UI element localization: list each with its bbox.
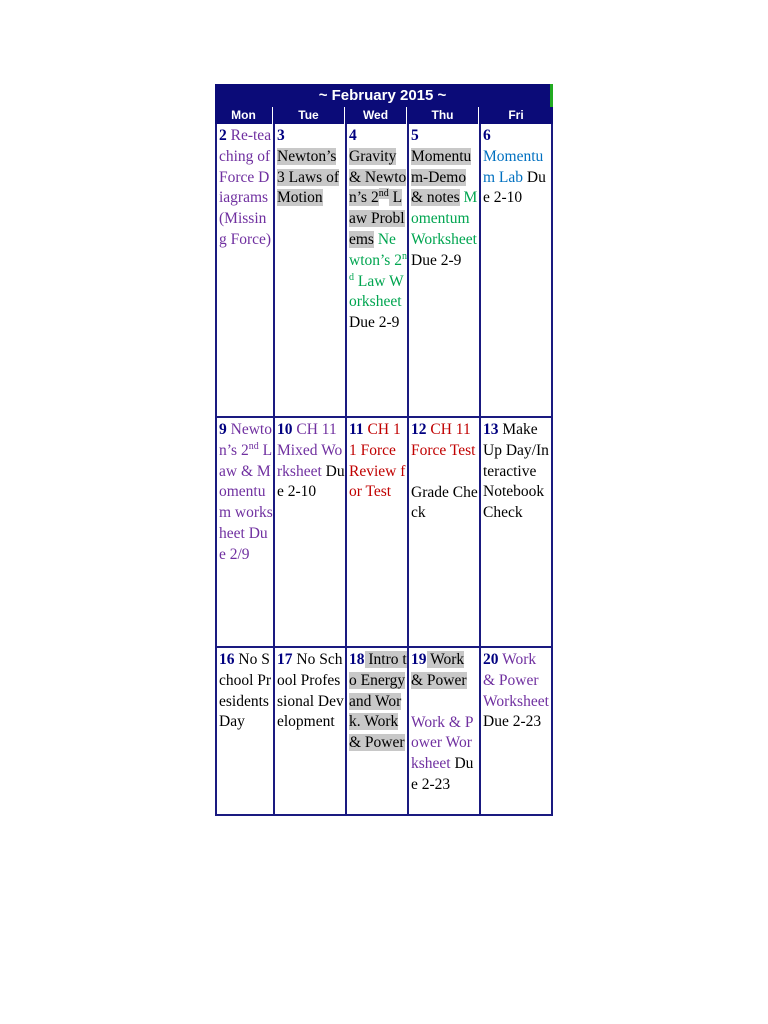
- day-cell-feb-20: [479, 648, 553, 814]
- week-row: [215, 418, 553, 648]
- event-text: Re-teaching of Force Diagrams (Missing Force): [219, 127, 272, 248]
- event-text: Gravity & Newton’s 2: [349, 147, 407, 207]
- event-text: Momentum Worksheet: [411, 189, 478, 248]
- day-cell-feb-12: [407, 418, 479, 646]
- event-text: Make Up Day/Interactive Notebook Check: [483, 421, 549, 522]
- weekday-thu: Thu: [407, 107, 479, 124]
- spacer: [411, 462, 479, 483]
- day-cell-feb-10: [273, 418, 345, 646]
- day-cell-feb-16: [215, 648, 273, 814]
- date-number: 17: [277, 651, 293, 668]
- event-text: Newton’s 3 Laws of Motion: [277, 147, 339, 207]
- day-cell-feb-3: [273, 124, 345, 416]
- date-number: 19: [411, 651, 427, 668]
- event-text: Law & Momentum worksheet Due 2/9: [219, 441, 273, 563]
- event-text: CH 11 Mixed Worksheet: [277, 421, 343, 480]
- day-cell-feb-18: [345, 648, 407, 814]
- spacer: [411, 692, 479, 713]
- calendar-title: ~ February 2015 ~: [215, 84, 553, 107]
- week-row: [215, 124, 553, 418]
- day-cell-feb-2: [215, 124, 273, 416]
- due-date-text: Due 2-10: [483, 168, 546, 207]
- date-number: 20: [483, 651, 499, 668]
- day-cell-feb-13: [479, 418, 553, 646]
- event-text: No School Professional Development: [277, 651, 344, 731]
- date-number: 12: [411, 421, 427, 438]
- event-text: Grade Check: [411, 483, 478, 522]
- date-number: 4: [349, 127, 357, 144]
- event-text: CH 11 Force Test: [411, 421, 476, 459]
- event-text: Work & Power Worksheet: [411, 713, 474, 773]
- day-cell-feb-4: [345, 124, 407, 416]
- due-date-text: Due 2-23: [483, 713, 542, 731]
- day-cell-feb-11: [345, 418, 407, 646]
- event-text: No School Presidents Day: [219, 651, 272, 731]
- superscript: nd: [349, 250, 407, 283]
- date-number: 5: [411, 127, 419, 144]
- weekday-tue: Tue: [273, 107, 345, 124]
- day-cell-feb-6: [479, 124, 553, 416]
- date-number: 6: [483, 127, 491, 144]
- event-text: CH 11 Force Review for Test: [349, 421, 406, 501]
- due-date-text: Due 2-23: [411, 755, 474, 793]
- due-date-text: Due 2-9: [349, 314, 400, 332]
- weekday-wed: Wed: [345, 107, 407, 124]
- date-number: 10: [277, 421, 293, 438]
- event-text: Law Problems: [349, 189, 405, 248]
- weekday-header: [215, 107, 553, 124]
- calendar: [215, 84, 553, 816]
- day-cell-feb-5: [407, 124, 479, 416]
- date-number: 2: [219, 127, 227, 144]
- event-text: Momentum Lab: [483, 147, 544, 186]
- weekday-fri: Fri: [479, 107, 553, 124]
- event-text: Newton’s 2: [349, 230, 402, 269]
- event-text: Work & Power: [411, 651, 467, 689]
- due-date-text: Due 2-10: [277, 462, 345, 501]
- superscript: nd: [248, 440, 259, 452]
- weekday-mon: Mon: [215, 107, 273, 124]
- date-number: 11: [349, 421, 364, 438]
- date-number: 13: [483, 421, 499, 438]
- date-number: 16: [219, 651, 235, 668]
- event-text: Work & Power Worksheet: [483, 651, 549, 710]
- week-row: [215, 648, 553, 816]
- event-text: Intro to Energy and Work. Work & Power: [349, 651, 407, 752]
- date-number: 18: [349, 651, 365, 668]
- superscript: nd: [378, 188, 389, 200]
- date-number: 3: [277, 127, 285, 144]
- event-text: Momentum-Demo & notes: [411, 147, 472, 207]
- date-number: 9: [219, 421, 227, 438]
- day-cell-feb-19: [407, 648, 479, 814]
- day-cell-feb-9: [215, 418, 273, 646]
- event-text: Law Worksheet: [349, 272, 404, 311]
- event-text: Newton’s 2: [219, 421, 272, 459]
- due-date-text: Due 2-9: [411, 251, 462, 269]
- day-cell-feb-17: [273, 648, 345, 814]
